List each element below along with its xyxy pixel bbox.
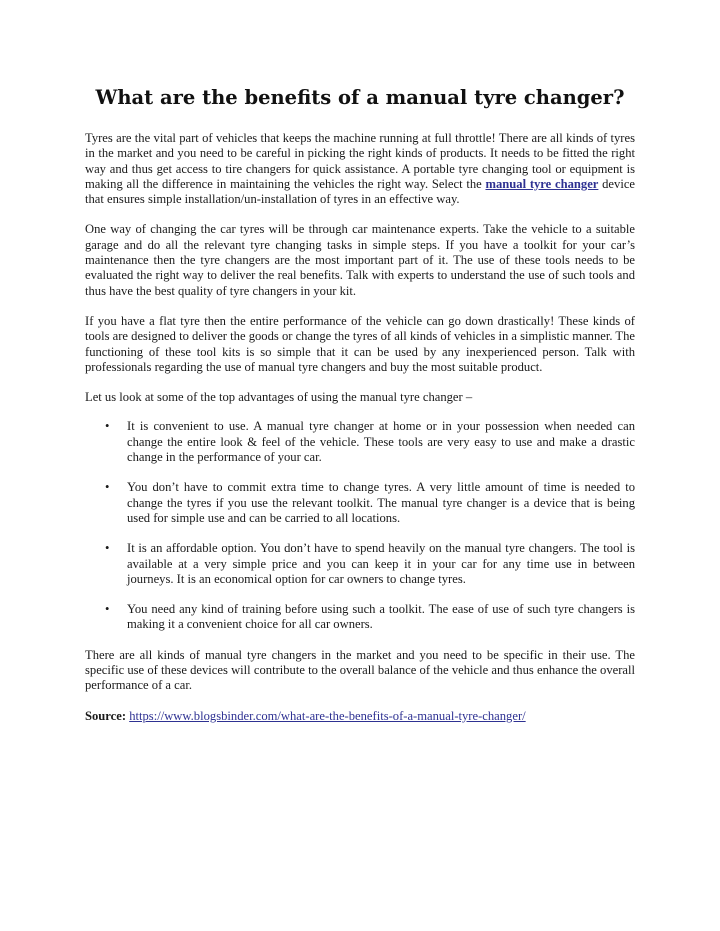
benefit-text: You don’t have to commit extra time to change tyres. A very little amount of time is needed to change the tyres if you use the relevant toolkit. The manual tyre changer is a device that is being used for simple use and can be carried to all locations. (127, 480, 635, 525)
article-title: What are the benefits of a manual tyre changer? (95, 86, 625, 109)
paragraph-flat-tyre: If you have a flat tyre then the entire performance of the vehicle can go down drastically! These kinds of tools are designed to deliver the goods or change the tyres of all kinds of vehicles in a simplistic manner. The functioning of these tool kits is so simple that it can be used by any inexperienced person. Talk with professionals regarding the use of manual tyre changers and buy the most suitable product. (85, 313, 635, 374)
bullet-icon: • (105, 541, 110, 556)
intro-text-before-link: Tyres are the vital part of vehicles that keeps the machine running at full throttle! There are all kinds of tyres in the market and you need to be careful in picking the right kinds of products. It needs to be fitted the right way and thus get access to tire changers for quick assistance. A portable tyre changing tool or equipment is making all the difference in maintaining the vehicles the right way. Select the (85, 131, 635, 191)
conclusion-paragraph: There are all kinds of manual tyre changers in the market and you need to be specific in their use. The specific use of these devices will contribute to the overall balance of the vehicle and thus enhance the overall performance of a car. (85, 647, 635, 693)
intro-paragraph (85, 131, 635, 207)
benefit-text: It is convenient to use. A manual tyre changer at home or in your possession when needed can change the entire look & feel of the vehicle. These tools are very easy to use and make a drastic change in the performance of your car. (127, 419, 635, 465)
benefit-text: It is an affordable option. You don’t have to spend heavily on the manual tyre changers. The tool is available at a very simple price and you can keep it in your car for any time use in between journeys. It is an economical option for car owners to change tyres. (127, 541, 635, 586)
bullet-icon: • (105, 480, 110, 495)
benefit-text: You need any kind of training before using such a toolkit. The ease of use of such tyre changers is making it a convenient choice for all car owners. (127, 602, 635, 632)
source-link[interactable]: https://www.blogsbinder.com/what-are-the-benefits-of-a-manual-tyre-changer/ (129, 708, 526, 723)
manual-tyre-changer-link[interactable]: manual tyre changer (485, 176, 599, 191)
document-page (85, 84, 635, 739)
benefits-list (85, 419, 635, 632)
source-label: Source: (85, 708, 127, 723)
list-item (85, 602, 635, 633)
intro-text-after-link: device that ensures simple installation/un-installation of tyres in an effective way. (85, 176, 635, 207)
list-item (85, 480, 635, 526)
bullet-icon: • (105, 602, 110, 617)
paragraph-car-maintenance: One way of changing the car tyres will be through car maintenance experts. Take the vehicle to a suitable garage and do all the relevant tyre changing tasks in simple steps. If you have a toolkit for your car’s maintenance then the tyre changers are the most important part of it. The use of these tools needs to be evaluated the right way to deliver the real benefits. Talk with experts to understand the use of such tools and thus have the best quality of tyre changers in your kit. (85, 222, 635, 298)
list-item (85, 419, 635, 465)
list-intro: Let us look at some of the top advantages of using the manual tyre changer – (85, 390, 473, 405)
source-line (85, 709, 635, 724)
bullet-icon: • (105, 419, 110, 434)
list-item (85, 541, 635, 587)
